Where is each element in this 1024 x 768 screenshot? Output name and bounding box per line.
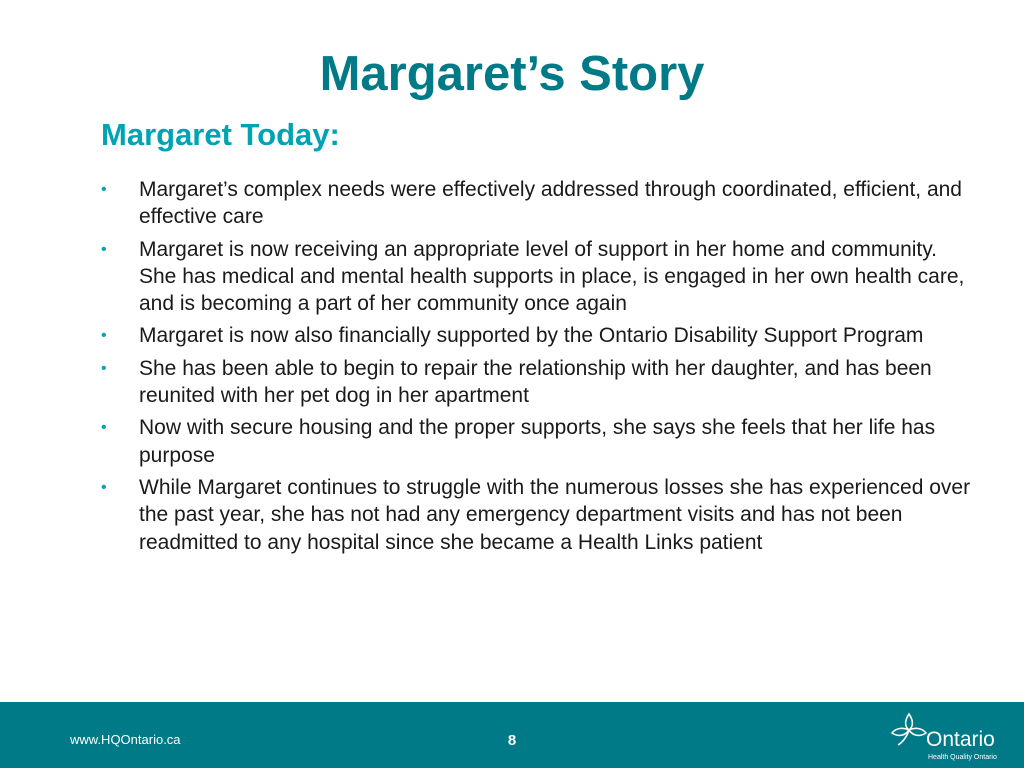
footer-bar bbox=[0, 702, 1024, 768]
page-number: 8 bbox=[507, 732, 517, 749]
bullet-text: She has been able to begin to repair the relationship with her daughter, and has been reunited with her pet dog in her apartment bbox=[139, 356, 932, 408]
bullet-item bbox=[100, 322, 980, 349]
slide-title: Margaret’s Story bbox=[319, 47, 705, 101]
bullet-marker: • bbox=[101, 327, 107, 345]
bullet-item bbox=[100, 414, 980, 469]
bullet-item bbox=[100, 236, 980, 318]
bullet-marker: • bbox=[101, 478, 107, 496]
bullet-item bbox=[100, 474, 980, 556]
bullet-text: Margaret is now also financially supported by the Ontario Disability Support Program bbox=[139, 324, 924, 348]
bullet-marker: • bbox=[101, 240, 107, 258]
bullet-marker: • bbox=[101, 181, 107, 198]
bullet-marker: • bbox=[101, 359, 107, 377]
footer-url-link[interactable]: www.HQOntario.ca bbox=[70, 732, 181, 747]
trillium-icon bbox=[890, 712, 928, 748]
logo-tagline: Health Quality Ontario bbox=[928, 754, 997, 761]
bullet-text: Margaret is now receiving an appropriate level of support in her home and community. She has medical and mental health supports in place, is engaged in her own health care, and is becoming a part of her community once again bbox=[139, 237, 965, 316]
bullet-list bbox=[100, 176, 980, 561]
ontario-logo bbox=[890, 712, 1005, 764]
bullet-text: Now with secure housing and the proper supports, she says she feels that her life has purpose bbox=[139, 416, 936, 467]
slide-subtitle: Margaret Today: bbox=[101, 117, 340, 152]
bullet-item bbox=[100, 355, 980, 410]
bullet-text: While Margaret continues to struggle with the numerous losses she has experienced over the past year, she has not had any emergency department visits and has not been readmitted to any hospital since she became a Health Links patient bbox=[139, 475, 971, 554]
bullet-marker: • bbox=[101, 419, 107, 437]
logo-wordmark: Ontario bbox=[926, 728, 995, 751]
bullet-item bbox=[100, 176, 980, 231]
bullet-text: Margaret’s complex needs were effectively addressed through coordinated, efficient, and effective care bbox=[139, 178, 962, 229]
